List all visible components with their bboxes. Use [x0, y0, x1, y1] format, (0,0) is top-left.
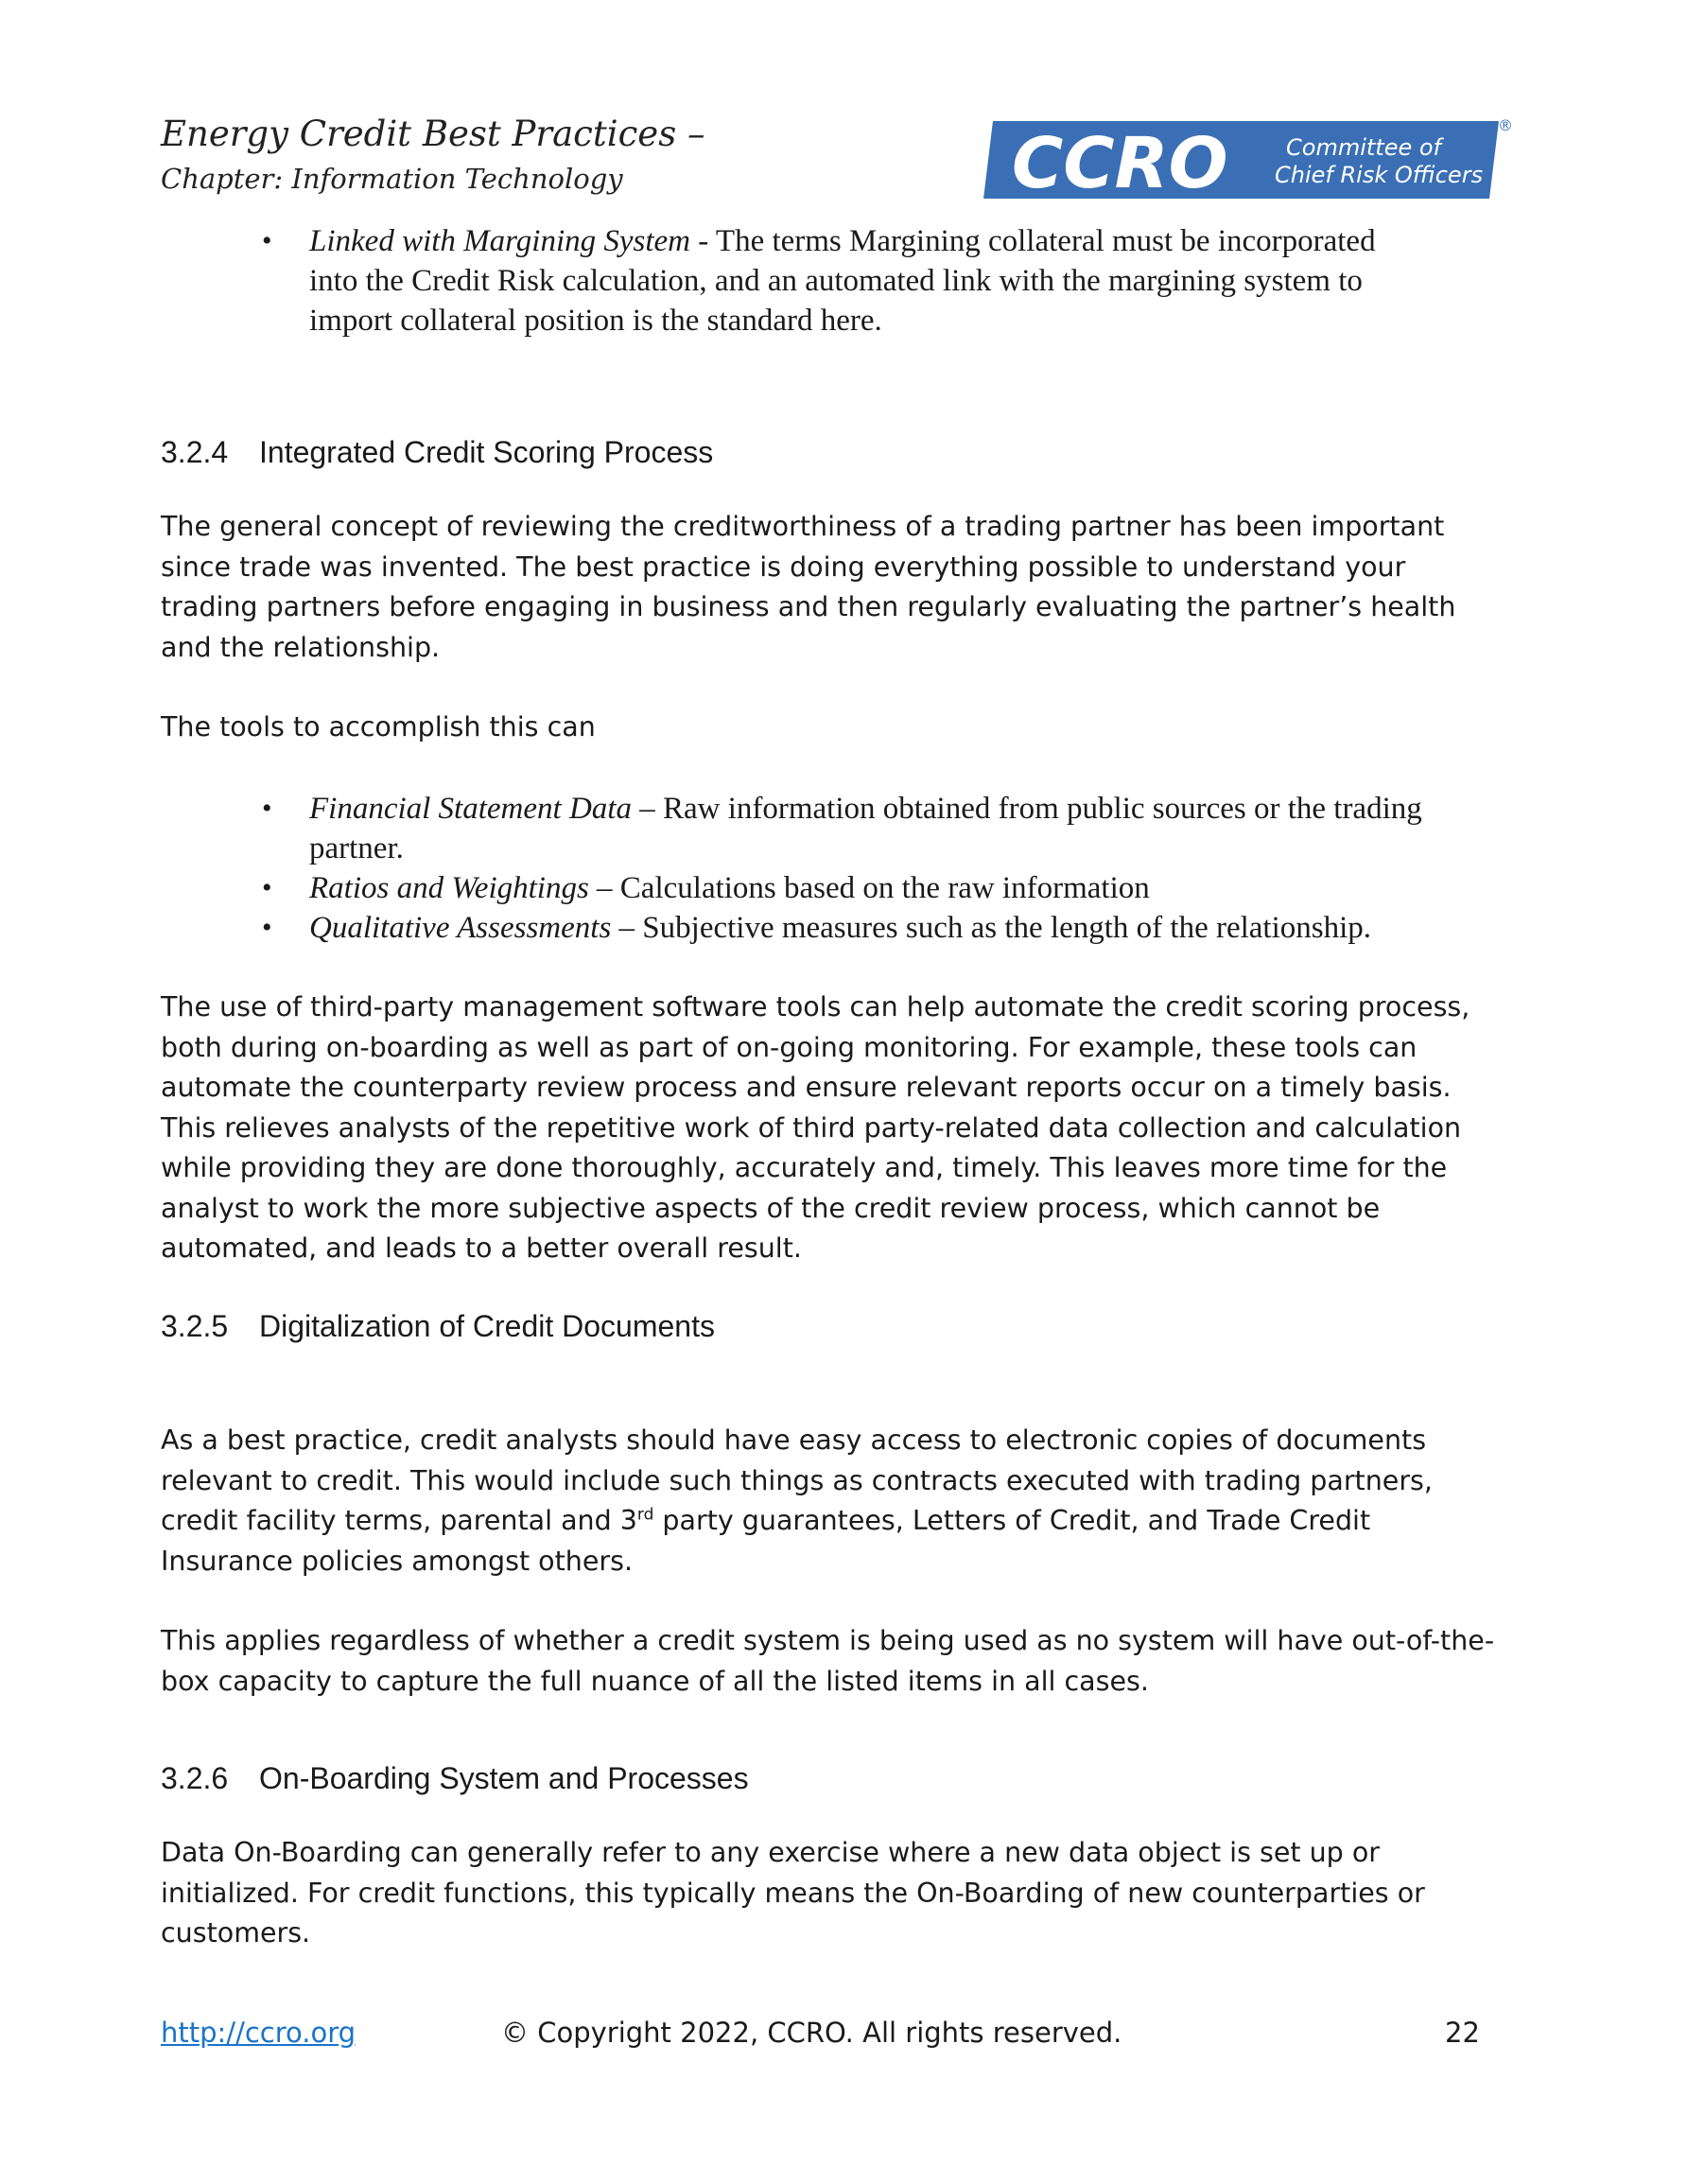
list-item — [0, 868, 1687, 908]
top-bullet-list — [0, 221, 1687, 341]
section-title: Integrated Credit Scoring Process — [259, 435, 714, 469]
bullet-icon: • — [262, 872, 272, 903]
logo-line2: Chief Risk Officers — [1275, 162, 1484, 188]
footer-link[interactable]: http://ccro.org — [161, 2017, 357, 2049]
page-number: 22 — [1445, 2017, 1480, 2049]
logo-line1: Committee of — [1286, 134, 1441, 161]
list-item-term: Ratios and Weightings — [309, 871, 589, 905]
paragraph: The use of third-party management software tools can help automate the credit scoring process, both during on-boarding as well as part of on-going monitoring. For example, these tools can automate the counterparty review process and ensure relevant reports occur on a timely basis. This relieves analysts of the repetitive work of third party-related data collection and calculation while providing they are done thoroughly, accurately and, timely. This leaves more time for the analyst to work the more subjective aspects of the credit review process, which cannot be automated, and leads to a better overall result. — [161, 991, 1470, 1264]
paragraph: The general concept of reviewing the creditworthiness of a trading partner has been important since trade was invented. The best practice is doing everything possible to understand your trading partners before engaging in business and then regularly evaluating the partner’s health and the relationship. — [161, 511, 1456, 663]
paragraph-text: party guarantees, Letters of Credit, and Trade Credit Insurance policies amongst others. — [161, 1505, 1371, 1577]
section-title: Digitalization of Credit Documents — [259, 1309, 715, 1343]
list-item-separator: – — [631, 792, 663, 826]
page-footer — [0, 2017, 1687, 2054]
header-subtitle: Chapter: Information Technology — [161, 163, 623, 195]
superscript: rd — [636, 1505, 654, 1525]
list-item-separator: – — [588, 871, 620, 905]
tools-bullet-list — [0, 789, 1687, 948]
section-heading-3-2-4 — [161, 435, 713, 470]
footer-copyright: © Copyright 2022, CCRO. All rights reserved. — [501, 2017, 1122, 2049]
list-item-separator: – — [611, 911, 643, 945]
list-item — [0, 908, 1687, 948]
list-item-term: Financial Statement Data — [309, 792, 632, 826]
bullet-icon: • — [262, 225, 272, 256]
list-item — [0, 789, 1687, 868]
list-item-text: Subjective measures such as the length of the relationship. — [642, 911, 1372, 945]
list-item-term: Linked with Margining System — [309, 224, 690, 258]
list-item-term: Qualitative Assessments — [309, 911, 612, 945]
paragraph: Data On-Boarding can generally refer to any exercise where a new data object is set up or initialized. For credit functions, this typically means the On-Boarding of new counterparties or customers. — [161, 1837, 1425, 1948]
list-item-text: The terms Margining collateral must be incorporated — [715, 224, 1376, 258]
bullet-icon: • — [262, 912, 272, 943]
section-number: 3.2.4 — [161, 435, 229, 469]
header-title: Energy Credit Best Practices – — [161, 114, 705, 154]
list-item-text: Raw information obtained from public sources or the trading partner. — [309, 792, 1422, 865]
ccro-logo — [983, 114, 1513, 203]
section-heading-3-2-6 — [161, 1761, 749, 1796]
paragraph: The tools to accomplish this can — [161, 711, 596, 743]
logo-mark: CCRO — [1012, 123, 1228, 203]
paragraph — [161, 1421, 1504, 1581]
logo-registered: ® — [1498, 116, 1513, 134]
list-item-text: import collateral position is the standard here. — [309, 304, 882, 338]
section-number: 3.2.5 — [161, 1309, 229, 1343]
list-item-separator: - — [690, 224, 716, 258]
list-item — [0, 221, 1687, 341]
list-item-text: into the Credit Risk calculation, and an automated link with the margining system to — [309, 264, 1363, 298]
section-heading-3-2-5 — [161, 1309, 715, 1344]
section-title: On-Boarding System and Processes — [259, 1761, 749, 1795]
list-item-text: Calculations based on the raw information — [619, 871, 1150, 905]
paragraph-text: As a best practice, credit analysts should have easy access to electronic copies of documents relevant to credit. This would include such things as contracts executed with trading partners, credit facility terms, parental and 3 — [161, 1424, 1433, 1536]
section-number: 3.2.6 — [161, 1761, 229, 1795]
bullet-icon: • — [262, 793, 272, 824]
paragraph: This applies regardless of whether a credit system is being used as no system will have out-of-the-box capacity to capture the full nuance of all the listed items in all cases. — [161, 1625, 1495, 1697]
